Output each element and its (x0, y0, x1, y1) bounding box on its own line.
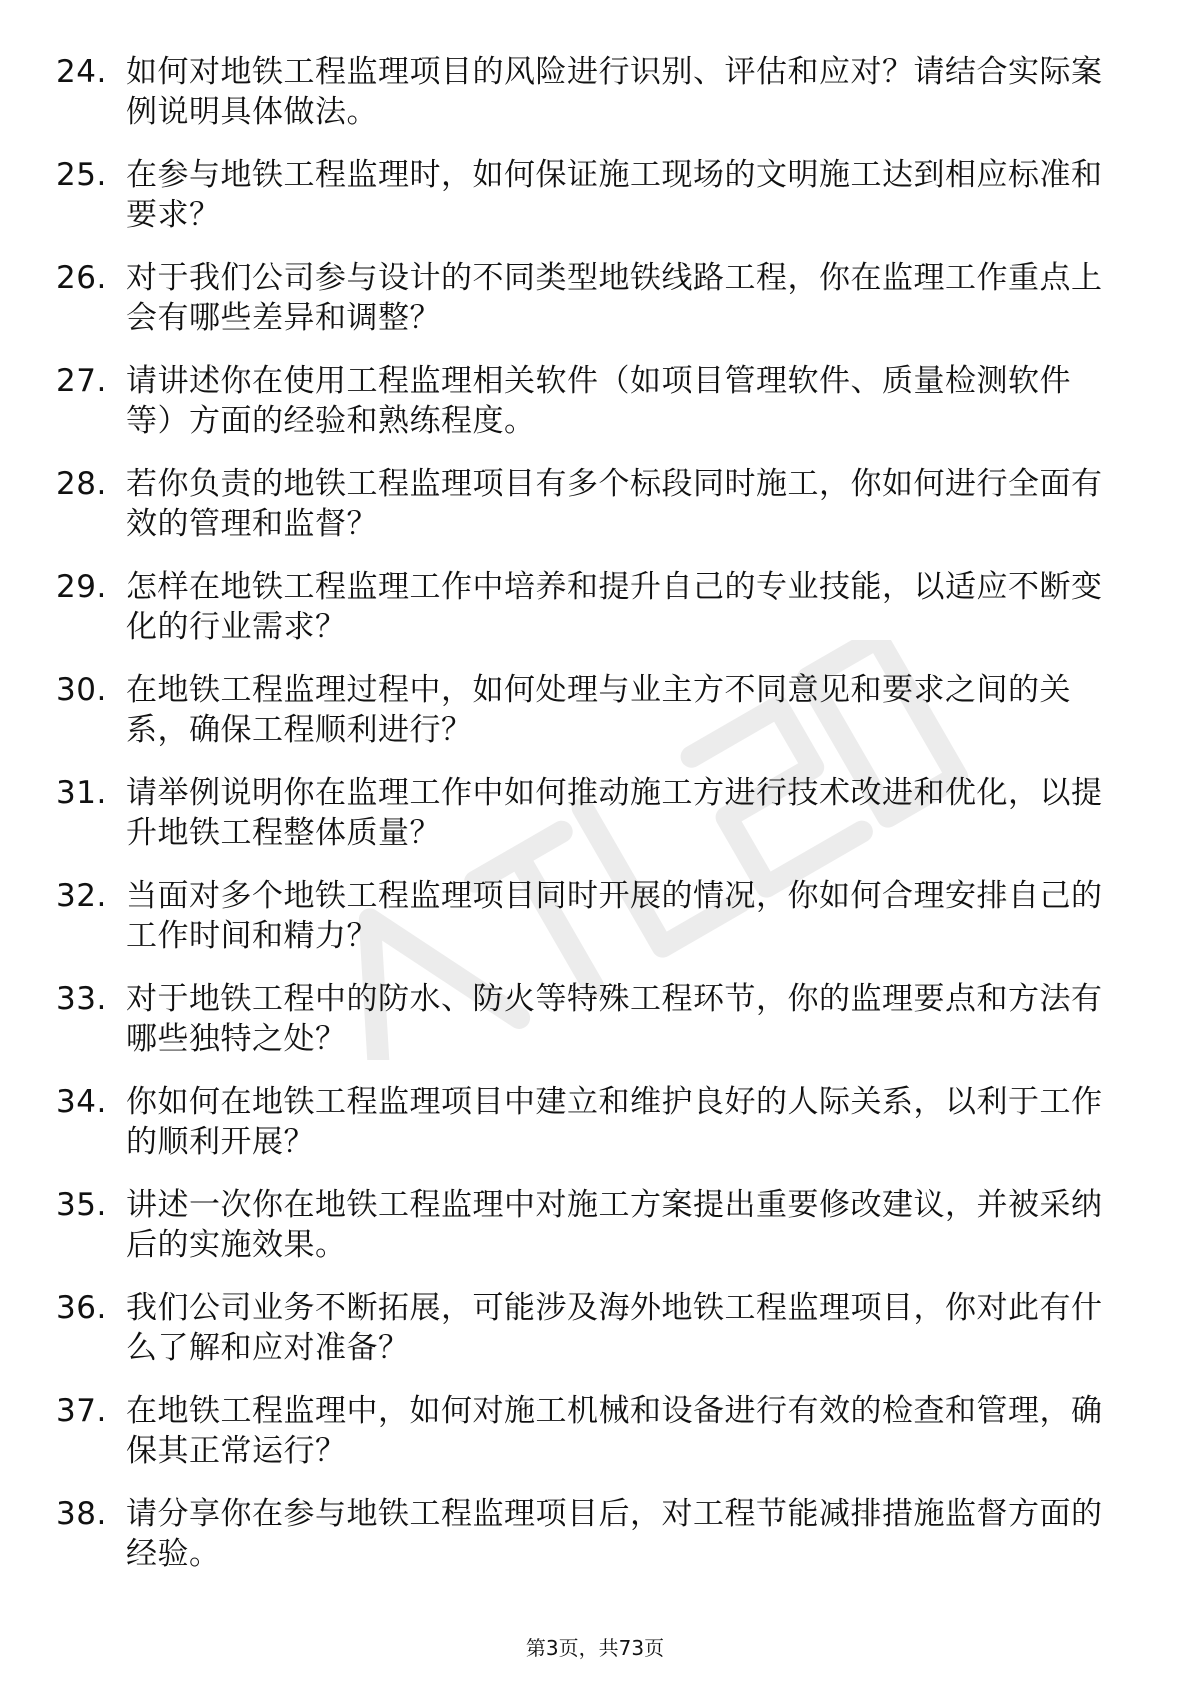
question-number: 38. (56, 1496, 107, 1532)
question-item (56, 1391, 1116, 1471)
question-text: 在地铁工程监理过程中，如何处理与业主方不同意见和要求之间的关系，确保工程顺利进行？ (126, 672, 1071, 748)
question-item (56, 876, 1116, 956)
question-item (56, 1494, 1116, 1574)
question-number: 33. (56, 981, 107, 1017)
question-text: 请讲述你在使用工程监理相关软件（如项目管理软件、质量检测软件等）方面的经验和熟练程度。 (126, 363, 1071, 439)
question-number: 25. (56, 157, 107, 193)
question-item (56, 464, 1116, 544)
question-number: 31. (56, 775, 107, 811)
question-item (56, 567, 1116, 647)
question-number: 27. (56, 363, 107, 399)
question-item (56, 361, 1116, 441)
question-text: 你如何在地铁工程监理项目中建立和维护良好的人际关系，以利于工作的顺利开展？ (126, 1084, 1103, 1160)
question-number: 32. (56, 878, 107, 914)
question-text: 若你负责的地铁工程监理项目有多个标段同时施工，你如何进行全面有效的管理和监督？ (126, 466, 1103, 542)
question-text: 对于我们公司参与设计的不同类型地铁线路工程，你在监理工作重点上会有哪些差异和调整？ (126, 260, 1103, 336)
question-text: 在参与地铁工程监理时，如何保证施工现场的文明施工达到相应标准和要求？ (126, 157, 1103, 233)
question-item (56, 52, 1116, 132)
question-item (56, 670, 1116, 750)
question-number: 37. (56, 1393, 107, 1429)
question-item (56, 1082, 1116, 1162)
question-item (56, 1288, 1116, 1368)
question-item (56, 258, 1116, 338)
page-footer: 第3页，共73页 (525, 1636, 665, 1660)
question-item (56, 155, 1116, 235)
question-number: 24. (56, 54, 107, 90)
question-text: 讲述一次你在地铁工程监理中对施工方案提出重要修改建议，并被采纳后的实施效果。 (126, 1187, 1103, 1263)
question-item (56, 1185, 1116, 1265)
question-text: 如何对地铁工程监理项目的风险进行识别、评估和应对？请结合实际案例说明具体做法。 (126, 54, 1103, 130)
question-text: 怎样在地铁工程监理工作中培养和提升自己的专业技能，以适应不断变化的行业需求？ (126, 569, 1103, 645)
question-number: 35. (56, 1187, 107, 1223)
question-number: 34. (56, 1084, 107, 1120)
question-text: 在地铁工程监理中，如何对施工机械和设备进行有效的检查和管理，确保其正常运行？ (126, 1393, 1103, 1469)
question-number: 30. (56, 672, 107, 708)
question-number: 29. (56, 569, 107, 605)
question-text: 请分享你在参与地铁工程监理项目后，对工程节能减排措施监督方面的经验。 (126, 1496, 1103, 1572)
question-number: 28. (56, 466, 107, 502)
question-item (56, 979, 1116, 1059)
question-text: 请举例说明你在监理工作中如何推动施工方进行技术改进和优化，以提升地铁工程整体质量？ (126, 775, 1103, 851)
question-number: 36. (56, 1290, 107, 1326)
question-text: 对于地铁工程中的防水、防火等特殊工程环节，你的监理要点和方法有哪些独特之处？ (126, 981, 1103, 1057)
question-text: 当面对多个地铁工程监理项目同时开展的情况，你如何合理安排自己的工作时间和精力？ (126, 878, 1103, 954)
question-list (56, 52, 1116, 1597)
question-text: 我们公司业务不断拓展，可能涉及海外地铁工程监理项目，你对此有什么了解和应对准备？ (126, 1290, 1103, 1366)
question-item (56, 773, 1116, 853)
question-number: 26. (56, 260, 107, 296)
